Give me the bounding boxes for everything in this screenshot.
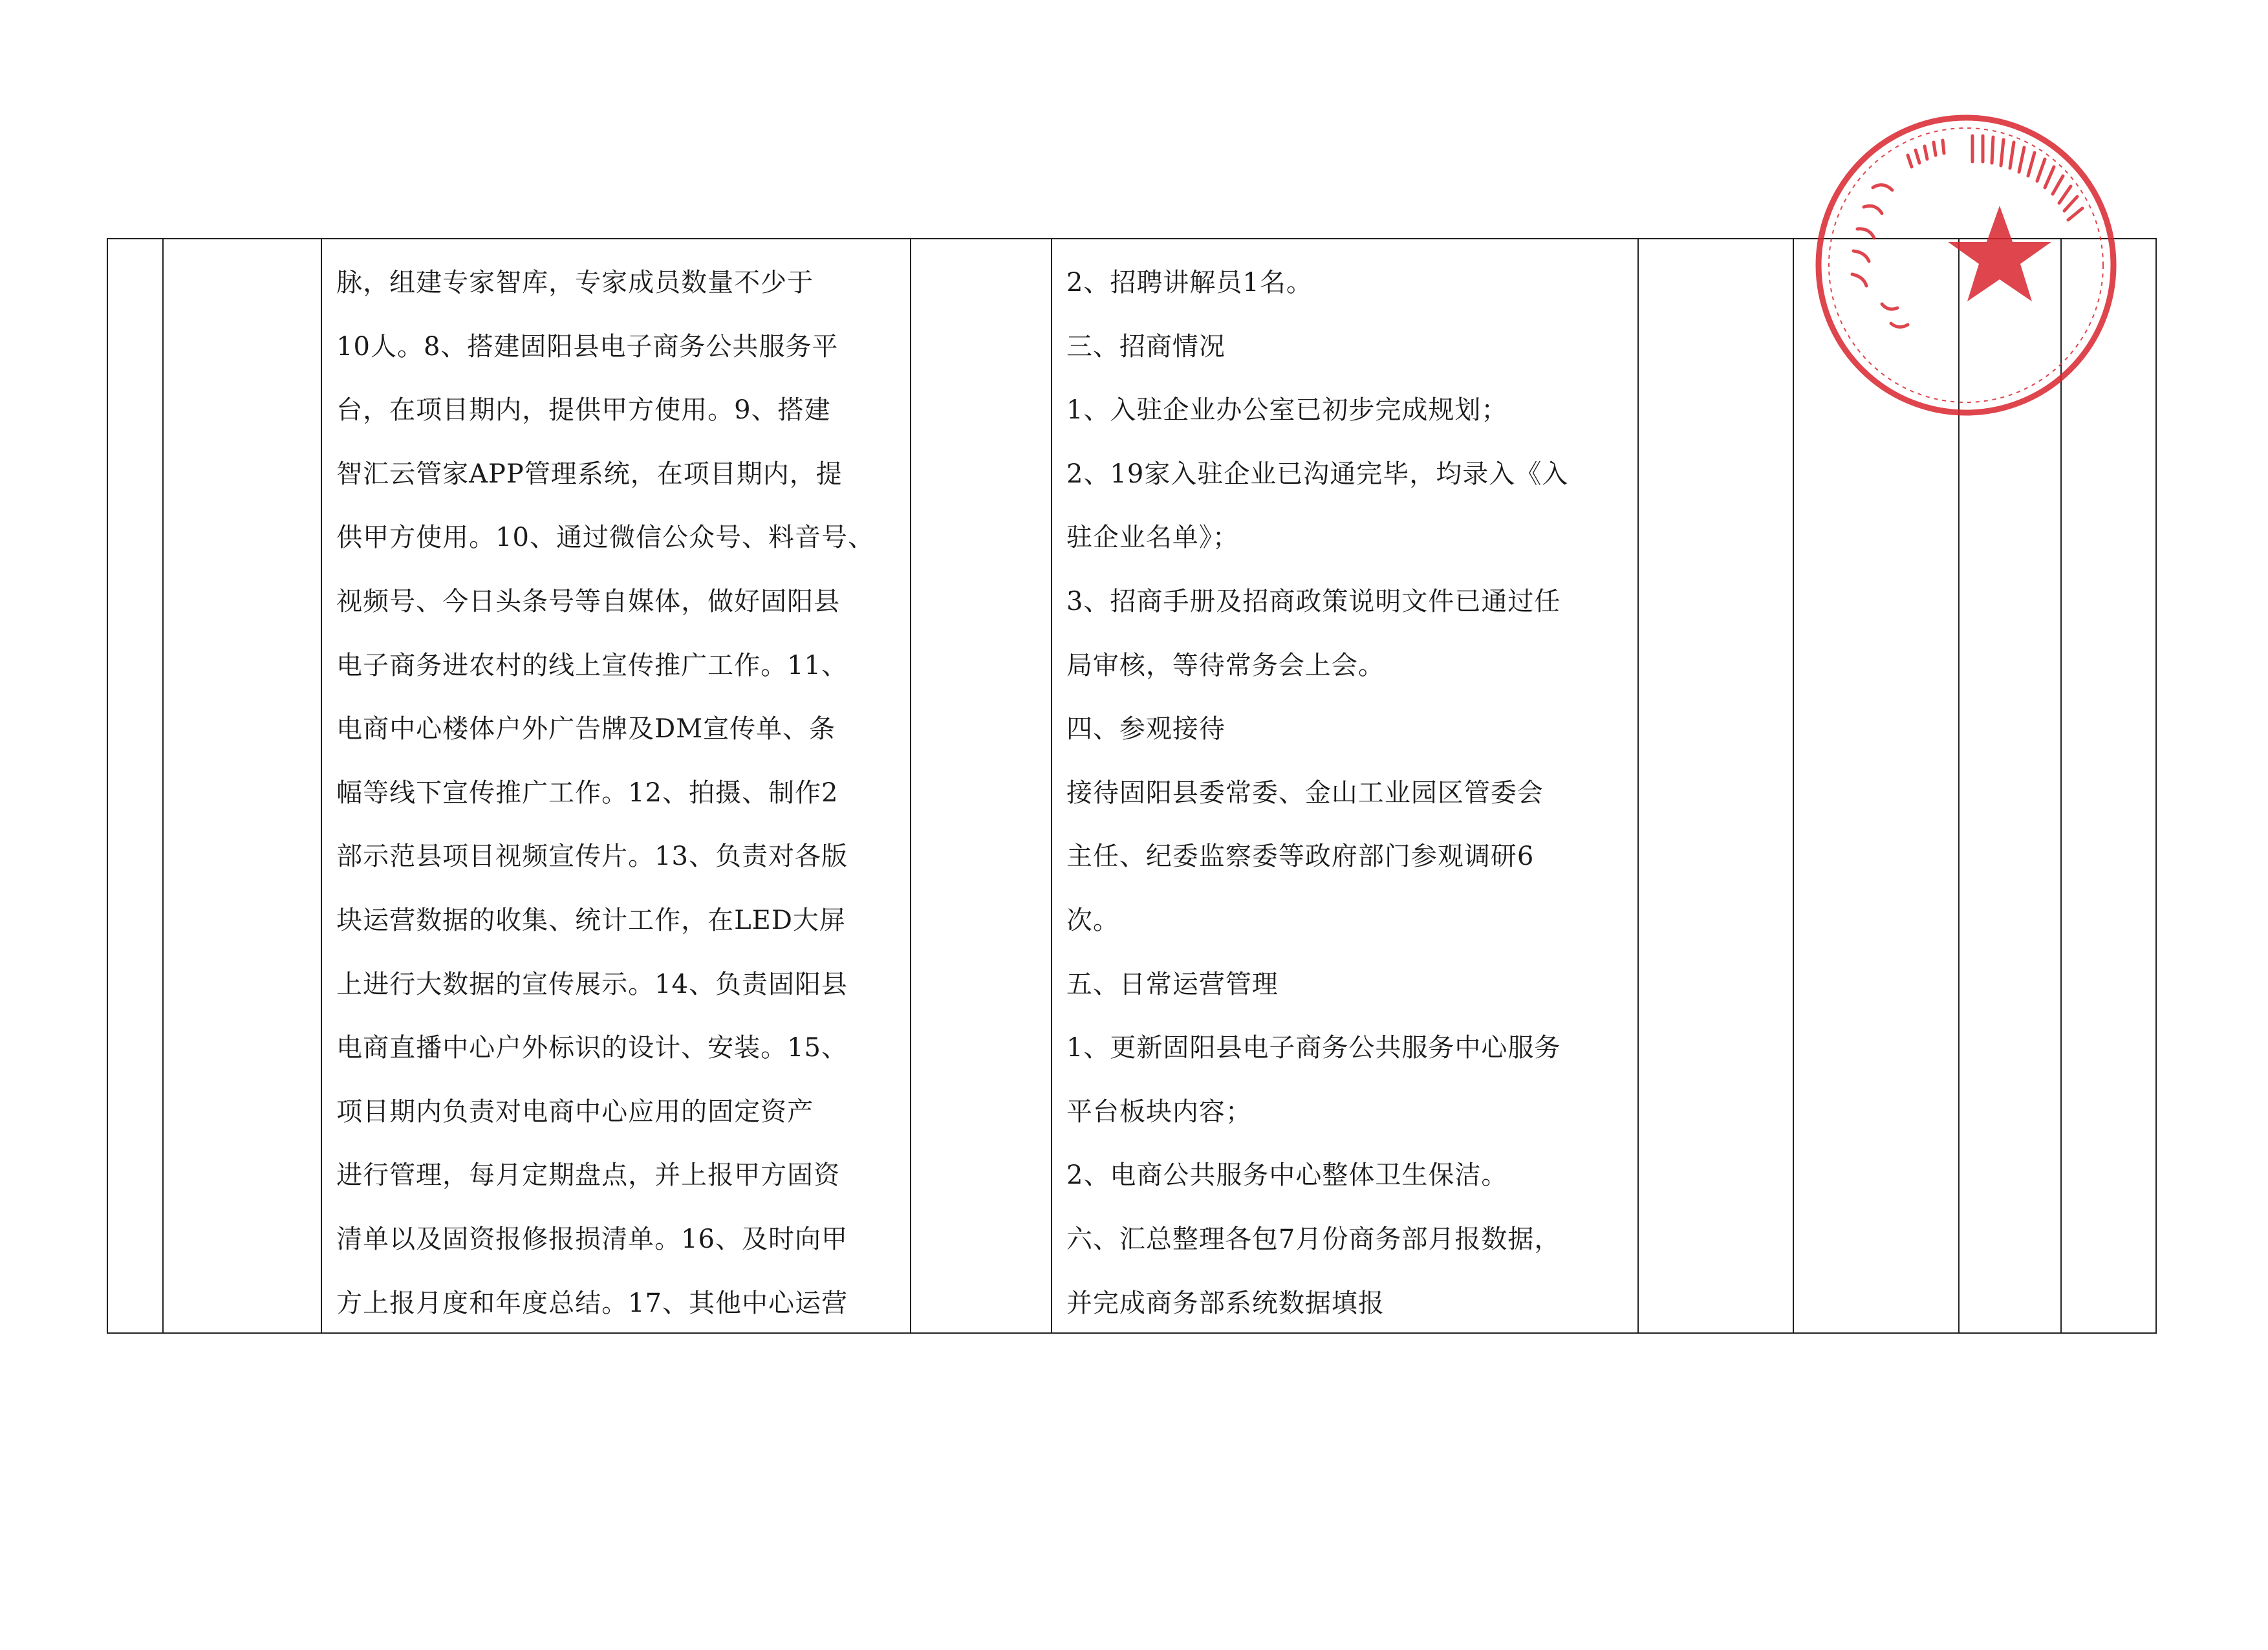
cell-index: [107, 239, 163, 1333]
task-line: 供甲方使用。10、通过微信公众号、料音号、: [336, 523, 874, 553]
progress-line: 2、19家入驻企业已沟通完毕，均录入《入: [1066, 459, 1569, 489]
progress-line: 六、汇总整理各包7月份商务部月报数据，: [1066, 1224, 1561, 1254]
progress-line: 主任、纪委监察委等政府部门参观调研6: [1066, 841, 1535, 872]
work-report-table: [107, 238, 2157, 1334]
task-line: 视频号、今日头条号等自媒体，做好固阳县: [336, 586, 841, 616]
task-line: 项目期内负责对电商中心应用的固定资产: [336, 1096, 814, 1127]
cell-col-6: [1638, 239, 1793, 1333]
task-line: 电商中心楼体户外广告牌及DM宣传单、条: [336, 714, 836, 744]
task-line: 幅等线下宣传推广工作。12、拍摄、制作2: [336, 777, 839, 808]
progress-line: 并完成商务部系统数据填报: [1066, 1288, 1385, 1318]
table-row: [107, 239, 2156, 1333]
task-line: 智汇云管家APP管理系统，在项目期内，提: [336, 459, 843, 489]
progress-line: 1、入驻企业办公室已初步完成规划；: [1066, 395, 1508, 426]
progress-line: 次。: [1066, 905, 1119, 935]
progress-content-text: [1052, 239, 1637, 1332]
progress-line: 2、招聘讲解员1名。: [1066, 268, 1313, 298]
task-line: 部示范县项目视频宣传片。13、负责对各版: [336, 841, 848, 872]
progress-line: 1、更新固阳县电子商务公共服务中心服务: [1066, 1033, 1561, 1063]
task-line: 方上报月度和年度总结。17、其他中心运营: [336, 1288, 848, 1318]
task-line: 10人。8、搭建固阳县电子商务公共服务平: [336, 331, 839, 362]
cell-period: [911, 239, 1052, 1333]
cell-col-8: [1959, 239, 2061, 1333]
cell-col-7: [1793, 239, 1959, 1333]
progress-line: 驻企业名单》；: [1066, 523, 1239, 553]
task-line: 清单以及固资报修报损清单。16、及时向甲: [336, 1224, 848, 1254]
progress-line: 五、日常运营管理: [1066, 969, 1279, 999]
cell-progress-content: [1052, 239, 1638, 1333]
progress-line: 平台板块内容；: [1066, 1096, 1252, 1127]
task-line: 块运营数据的收集、统计工作，在LED大屏: [336, 905, 846, 935]
cell-col-9: [2061, 239, 2156, 1333]
task-line: 台，在项目期内，提供甲方使用。9、搭建: [336, 395, 831, 426]
task-line: 脉，组建专家智库，专家成员数量不少于: [336, 268, 814, 298]
cell-item: [163, 239, 321, 1333]
progress-line: 接待固阳县委常委、金山工业园区管委会: [1066, 777, 1544, 808]
progress-line: 四、参观接待: [1066, 714, 1226, 744]
task-content-text: [322, 239, 910, 1332]
task-line: 上进行大数据的宣传展示。14、负责固阳县: [336, 969, 848, 999]
progress-line: 2、电商公共服务中心整体卫生保洁。: [1066, 1160, 1508, 1191]
progress-line: 3、招商手册及招商政策说明文件已通过任: [1066, 586, 1561, 616]
progress-line: 三、招商情况: [1066, 331, 1226, 362]
cell-task-content: [321, 239, 911, 1333]
task-line: 电子商务进农村的线上宣传推广工作。11、: [336, 650, 848, 680]
task-line: 进行管理，每月定期盘点，并上报甲方固资: [336, 1160, 841, 1191]
task-line: 电商直播中心户外标识的设计、安装。15、: [336, 1033, 848, 1063]
progress-line: 局审核，等待常务会上会。: [1066, 650, 1385, 680]
